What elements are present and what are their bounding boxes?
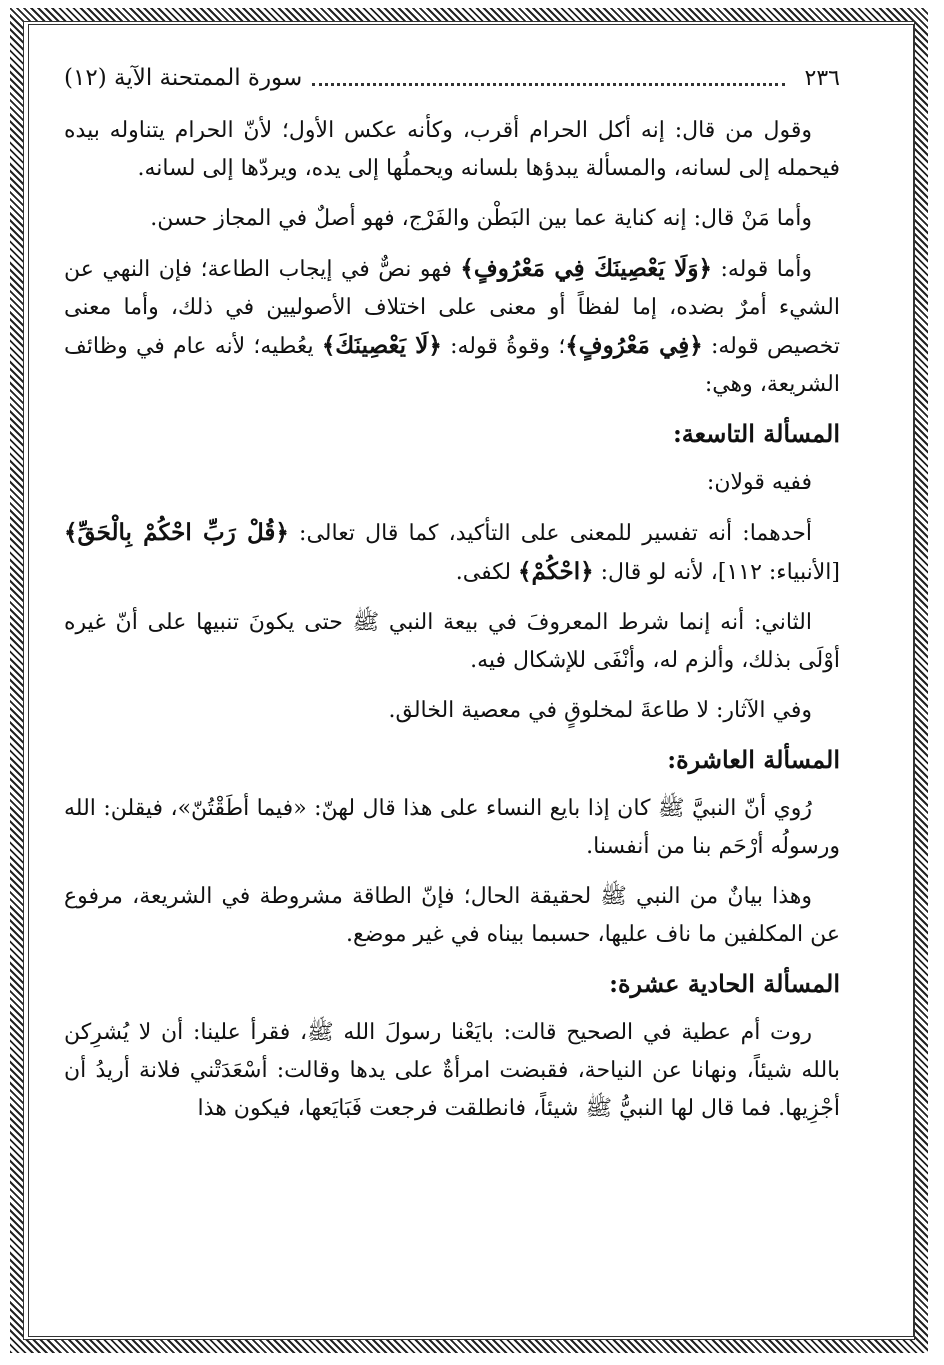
text-run: يعُطيه؛ لأنه عام في وظائف الشريعة، وهي: (64, 334, 840, 397)
section-heading: المسألة الحادية عشرة: (609, 969, 840, 998)
text-run: أحدهما: أنه تفسير للمعنى على التأكيد، كما قال تعالى: (288, 521, 812, 546)
quran-verse: ﴿احْكُمْ﴾ (518, 558, 594, 585)
quran-verse: ﴿قُلْ رَبِّ احْكُمْ بِالْحَقِّ﴾ (64, 519, 289, 546)
quran-verse: ﴿وَلَا يَعْصِينَكَ فِي مَعْرُوفٍ﴾ (460, 255, 712, 282)
running-header (64, 62, 840, 94)
header-dotted-leader (312, 83, 784, 86)
paragraph: ففيه قولان: (706, 470, 812, 495)
text-run: [الأنبياء: ١١٢]، لأنه لو قال: (593, 560, 840, 585)
text-run: ؛ وقوةُ قوله: (441, 334, 566, 359)
text-run: لكفى. (455, 560, 519, 585)
text-run: وأما قوله: (711, 257, 812, 282)
paragraph: وأما مَنْ قال: إنه كناية عما بين البَطْن والفَرْج، فهو أصلٌ في المجاز حسن. (150, 206, 812, 231)
document-page (64, 62, 840, 1312)
paragraph: روت أم عطية في الصحيح قالت: بايَعْنا رسولَ الله ﷺ، فقرأ علينا: أن لا يُشرِكن بالله شيئاً، ونهانا عن النياحة، فقبضت امرأةٌ على يدها وقالت: أسْعَدَتْني فلانة أريدُ أن أجْزِيها. فما قال لها النبيُّ ﷺ شيئاً، فانطلقت فرجعت فَبَايَعها، فيكون هذا (64, 1020, 840, 1121)
quran-verse: ﴿فِي مَعْرُوفٍ﴾ (565, 332, 703, 359)
paragraph: الثاني: أنه إنما شرط المعروفَ في بيعة النبي ﷺ حتى يكونَ تنبيها على أنّ غيره أوْلَى بذلك، وألزم له، وأنْفَى للإشكال فيه. (64, 610, 840, 673)
paragraph: وفي الآثار: لا طاعةَ لمخلوقٍ في معصية الخالق. (388, 698, 812, 723)
section-heading: المسألة العاشرة: (667, 745, 840, 774)
quran-verse: ﴿لَا يَعْصِينَكَ﴾ (321, 332, 442, 359)
page-number: ٢٣٦ (804, 65, 840, 91)
paragraph (64, 514, 840, 592)
text-run: فهو نصٌّ في إيجاب الطاعة؛ فإن النهي عن الشيء أمرٌ بضده، إما لفظاً أو معنى على اختلاف الأصوليين في ذلك، وأما معنى تخصيص قوله: (64, 257, 840, 359)
paragraph: رُوي أنّ النبيَّ ﷺ كان إذا بايع النساء على هذا قال لهنّ: «فيما أطَقْتُنّ»، فيقلن: الله ورسولُه أرْحَم بنا من أنفسنا. (64, 796, 840, 859)
paragraph: وهذا بيانٌ من النبي ﷺ لحقيقة الحال؛ فإنّ الطاقة مشروطة في الشريعة، مرفوع عن المكلفين ما ناف عليها، حسبما بيناه في غير موضع. (64, 884, 840, 947)
header-title: سورة الممتحنة الآية (١٢) (64, 65, 303, 91)
section-heading: المسألة التاسعة: (672, 419, 840, 448)
paragraph (64, 250, 840, 404)
paragraph: وقول من قال: إنه أكل الحرام أقرب، وكأنه عكس الأول؛ لأنّ الحرام يتناوله بيده فيحمله إلى لسانه، والمسألة يبدؤها بلسانه ويحملُها إلى يده، ويردّها إلى لسانه. (64, 118, 840, 181)
